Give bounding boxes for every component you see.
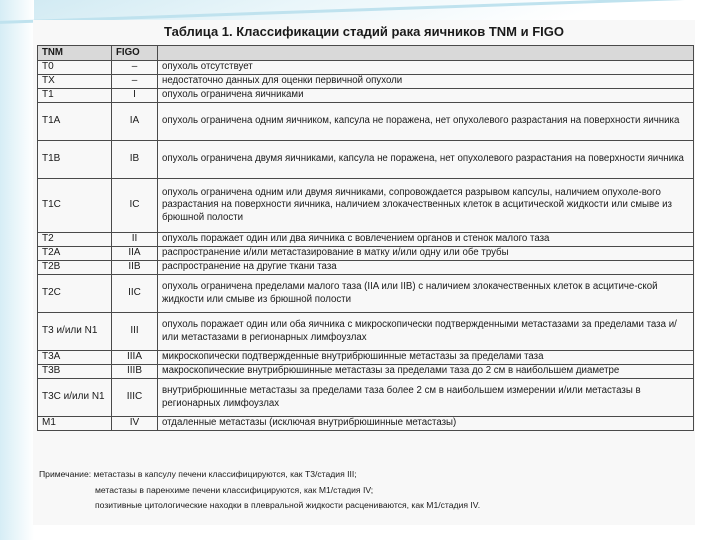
figo-cell: IIC [112,275,158,313]
description-cell: опухоль отсутствует [158,61,694,75]
description-cell: опухоль ограничена одним или двумя яичниками, сопровождается разрывом капсулы, наличием опухоле-вого разрастания на поверхности яичника, наличием злокачественных клеток в асцитической жидкости или смыве из брюшной полости [158,179,694,233]
figo-cell: IV [112,417,158,431]
description-cell: недостаточно данных для оценки первичной опухоли [158,75,694,89]
tnm-cell: T2C [38,275,112,313]
background-decoration-left [0,0,34,540]
table-row [38,247,694,261]
table-row [38,179,694,233]
tnm-cell: T0 [38,61,112,75]
figo-cell: III [112,313,158,351]
table-header-row [38,46,694,61]
tnm-cell: TX [38,75,112,89]
table-row [38,61,694,75]
description-cell: опухоль поражает один или оба яичника с микроскопически подтвержденными метастазами за пределами таза и/или метастазами в регионарных лимфоузлах [158,313,694,351]
table-row [38,417,694,431]
figo-cell: IIA [112,247,158,261]
table-row [38,89,694,103]
classification-table [37,45,694,431]
tnm-cell: T1A [38,103,112,141]
header-description [158,46,694,61]
figo-cell: II [112,233,158,247]
tnm-cell: T3B [38,365,112,379]
description-cell: опухоль ограничена одним яичником, капсула не поражена, нет опухолевого разрастания на поверхности яичника [158,103,694,141]
figo-cell: IA [112,103,158,141]
document-page [33,20,695,525]
table-row [38,379,694,417]
tnm-cell: M1 [38,417,112,431]
description-cell: опухоль поражает один или два яичника с вовлечением органов и стенок малого таза [158,233,694,247]
table-note [39,467,689,514]
table-row [38,275,694,313]
figo-cell: – [112,61,158,75]
note-line: Примечание: метастазы в капсулу печени классифицируются, как T3/стадия III; [39,469,357,479]
table-row [38,75,694,89]
figo-cell: IB [112,141,158,179]
tnm-cell: T3C и/или N1 [38,379,112,417]
description-cell: опухоль ограничена яичниками [158,89,694,103]
tnm-cell: T3 и/или N1 [38,313,112,351]
table-row [38,351,694,365]
tnm-cell: T1C [38,179,112,233]
description-cell: микроскопически подтвержденные внутрибрюшинные метастазы за пределами таза [158,351,694,365]
table-row [38,141,694,179]
note-line: позитивные цитологические находки в плевральной жидкости расцениваются, как M1/стадия IV. [95,500,481,510]
figo-cell: IIIB [112,365,158,379]
table-row [38,103,694,141]
description-cell: макроскопические внутрибрюшинные метастазы за пределами таза до 2 см в наибольшем диаметре [158,365,694,379]
tnm-cell: T2 [38,233,112,247]
table-row [38,233,694,247]
figo-cell: IIIC [112,379,158,417]
note-line: метастазы в паренхиме печени классифицируются, как M1/стадия IV; [95,484,374,495]
description-cell: распространение на другие ткани таза [158,261,694,275]
table-title: Таблица 1. Классификации стадий рака яичников TNM и FIGO [163,24,564,39]
tnm-cell: T1B [38,141,112,179]
tnm-cell: T3A [38,351,112,365]
header-figo: FIGO [112,46,158,61]
tnm-cell: T1 [38,89,112,103]
description-cell: опухоль ограничена пределами малого таза (IIA или IIB) с наличием злокачественных клеток в асцитиче-ской жидкости или смыве из брюшной полости [158,275,694,313]
table-row [38,261,694,275]
description-cell: распространение и/или метастазирование в матку и/или одну или обе трубы [158,247,694,261]
figo-cell: IIIA [112,351,158,365]
figo-cell: IC [112,179,158,233]
figo-cell: – [112,75,158,89]
table-row [38,365,694,379]
tnm-cell: T2A [38,247,112,261]
description-cell: отдаленные метастазы (исключая внутрибрюшинные метастазы) [158,417,694,431]
description-cell: опухоль ограничена двумя яичниками, капсула не поражена, нет опухолевого разрастания на поверхности яичника [158,141,694,179]
table-row [38,313,694,351]
header-tnm: TNM [38,46,112,61]
figo-cell: IIB [112,261,158,275]
tnm-cell: T2B [38,261,112,275]
description-cell: внутрибрюшинные метастазы за пределами таза более 2 см в наибольшем измерении и/или метастазы в регионарных лимфоузлах [158,379,694,417]
figo-cell: I [112,89,158,103]
